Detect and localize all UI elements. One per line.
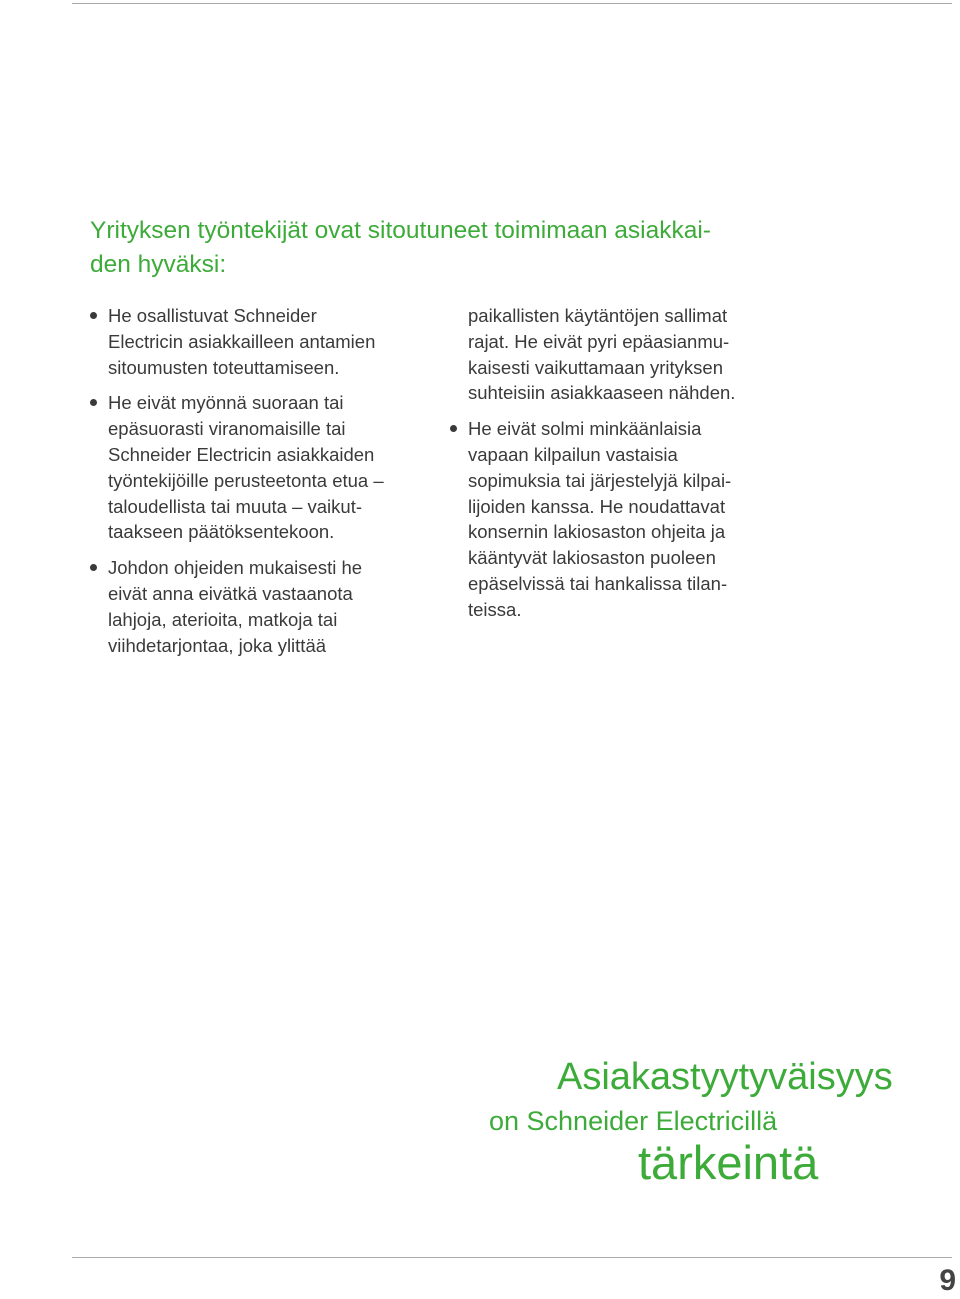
bullet-line: lijoiden kanssa. He noudattavat	[468, 495, 726, 517]
tagline-line-3: tärkeintä	[638, 1136, 819, 1189]
bullet-line: rajat. He eivät pyri epäasianmu-	[468, 330, 730, 352]
bullet-line: He eivät solmi minkäänlaisia	[450, 416, 790, 442]
tagline	[480, 1048, 950, 1198]
bullet-line: epäsuorasti viranomaisille tai	[108, 418, 346, 440]
bullet-line: kaisesti vaikuttamaan yrityksen	[468, 356, 723, 378]
bullet-line: epäselvissä tai hankalissa tilan-	[468, 572, 728, 594]
bullet-item	[90, 303, 430, 380]
bullet-line: lahjoja, aterioita, matkoja tai	[108, 608, 338, 630]
right-column	[450, 303, 790, 633]
bullet-line: suhteisiin asiakkaaseen nähden.	[468, 382, 736, 404]
bullet-line: He osallistuvat Schneider	[90, 303, 430, 329]
bullet-line: sopimuksia tai järjestelyjä kilpai-	[468, 469, 732, 491]
top-rule	[72, 3, 952, 4]
bullet-item	[450, 416, 790, 622]
page-number: 9	[939, 1264, 956, 1297]
section-heading-line-2: den hyväksi:	[90, 251, 227, 278]
bullet-item	[90, 390, 430, 545]
bullet-line: Electricin asiakkailleen antamien	[108, 330, 376, 352]
bullet-icon	[450, 425, 457, 432]
tagline-line-2: on Schneider Electricillä	[489, 1106, 778, 1136]
bullet-line: taakseen päätöksentekoon.	[108, 521, 335, 543]
bullet-line: vapaan kilpailun vastaisia	[468, 443, 678, 465]
bullet-line: taloudellista tai muuta – vaikut-	[108, 495, 362, 517]
bullet-item	[90, 555, 430, 658]
bullet-icon	[90, 312, 97, 319]
bullet-line: Schneider Electricin asiakkaiden	[108, 443, 375, 465]
bullet-line: työntekijöille perusteetonta etua –	[108, 469, 384, 491]
left-column	[90, 303, 430, 668]
bottom-rule	[72, 1257, 952, 1258]
bullet-line: Johdon ohjeiden mukaisesti he	[90, 555, 430, 581]
bullet-line: kääntyvät lakiosaston puoleen	[468, 547, 716, 569]
bullet-icon	[90, 564, 97, 571]
bullet-line: paikallisten käytäntöjen sallimat	[468, 305, 728, 326]
bullet-line: eivät anna eivätkä vastaanota	[108, 582, 353, 604]
bullet-line: viihdetarjontaa, joka ylittää	[108, 634, 327, 656]
bullet-line: konsernin lakiosaston ohjeita ja	[468, 521, 726, 543]
tagline-line-1: Asiakastyytyväisyys	[557, 1056, 893, 1098]
section-heading-line-1: Yrityksen työntekijät ovat sitoutuneet toimimaan asiakkai-	[90, 217, 711, 244]
bullet-line: He eivät myönnä suoraan tai	[90, 390, 430, 416]
bullet-icon	[90, 399, 97, 406]
bullet-line: teissa.	[468, 598, 522, 620]
bullet-line: sitoumusten toteuttamiseen.	[108, 356, 340, 378]
bullet-continuation	[450, 303, 790, 406]
section-heading	[90, 214, 800, 282]
